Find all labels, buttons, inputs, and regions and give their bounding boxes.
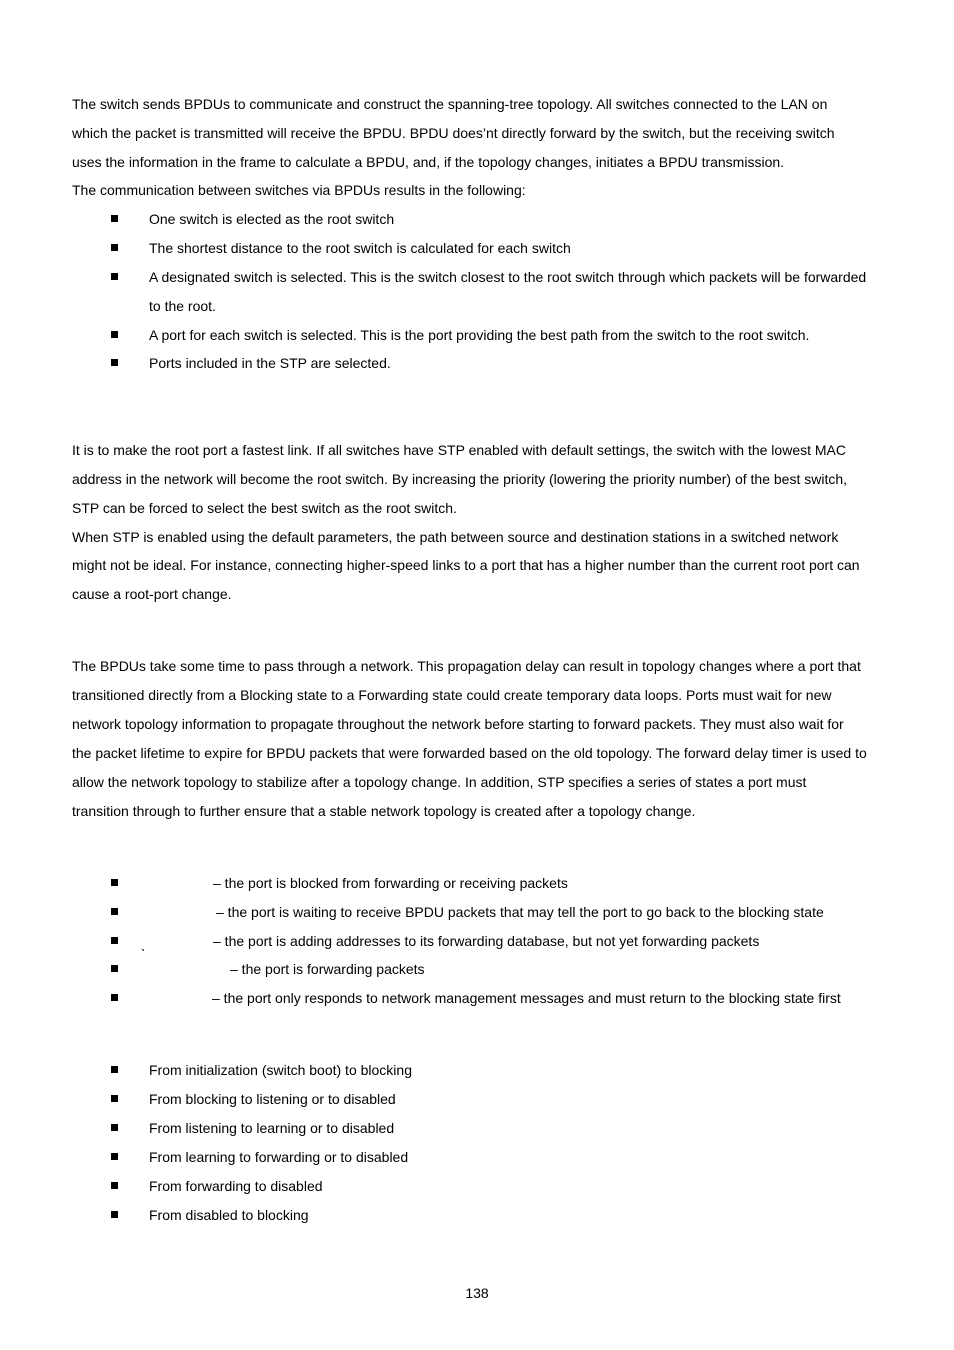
text-line: cause a root-port change.: [72, 586, 232, 602]
square-bullet-icon: [111, 1153, 118, 1160]
text-line: network topology information to propagate throughout the network before starting to forward packets. They must also wait for: [72, 716, 844, 732]
text-line: STP can be forced to select the best switch as the root switch.: [72, 500, 457, 516]
list-item: – the port is adding addresses to its forwarding database, but not yet forwarding packets: [213, 933, 760, 949]
list-item: A port for each switch is selected. This is the port providing the best path from the switch to the root switch.: [149, 327, 810, 343]
square-bullet-icon: [111, 244, 118, 251]
square-bullet-icon: [111, 1095, 118, 1102]
list-item: Ports included in the STP are selected.: [149, 355, 391, 371]
square-bullet-icon: [111, 273, 118, 280]
list-item-continuation: to the root.: [149, 298, 216, 314]
text-line: which the packet is transmitted will receive the BPDU. BPDU does’nt directly forward by the switch, but the receiving switch: [72, 125, 835, 141]
page-number: 138: [465, 1285, 489, 1301]
text-line: uses the information in the frame to calculate a BPDU, and, if the topology changes, initiates a BPDU transmission.: [72, 154, 785, 170]
list-item: From initialization (switch boot) to blocking: [149, 1062, 412, 1078]
list-item: – the port only responds to network management messages and must return to the blocking state first: [212, 990, 841, 1006]
text-line: The switch sends BPDUs to communicate and construct the spanning-tree topology. All switches connected to the LAN on: [72, 96, 828, 112]
square-bullet-icon: [111, 1066, 118, 1073]
square-bullet-icon: [111, 1211, 118, 1218]
text-line: It is to make the root port a fastest link. If all switches have STP enabled with default settings, the switch with the lowest MAC: [72, 442, 846, 458]
square-bullet-icon: [111, 879, 118, 886]
text-line: transition through to further ensure that a stable network topology is created after a topology change.: [72, 803, 696, 819]
list-item: From forwarding to disabled: [149, 1178, 323, 1194]
list-item: From learning to forwarding or to disabled: [149, 1149, 409, 1165]
square-bullet-icon: [111, 965, 118, 972]
list-item: From disabled to blocking: [149, 1207, 309, 1223]
square-bullet-icon: [111, 215, 118, 222]
list-item: From blocking to listening or to disabled: [149, 1091, 396, 1107]
list-item: From listening to learning or to disabled: [149, 1120, 395, 1136]
text-line: allow the network topology to stabilize after a topology change. In addition, STP specifies a series of states a port must: [72, 774, 807, 790]
list-item: – the port is waiting to receive BPDU packets that may tell the port to go back to the blocking state: [216, 904, 824, 920]
square-bullet-icon: [111, 908, 118, 915]
square-bullet-icon: [111, 1124, 118, 1131]
square-bullet-icon: [111, 994, 118, 1001]
text-line: address in the network will become the root switch. By increasing the priority (lowering the priority number) of the best switch,: [72, 471, 848, 487]
text-line: The BPDUs take some time to pass through a network. This propagation delay can result in topology changes where a port that: [72, 658, 861, 674]
square-bullet-icon: [111, 1182, 118, 1189]
square-bullet-icon: [111, 331, 118, 338]
text-line: might not be ideal. For instance, connecting higher-speed links to a port that has a higher number than the current root port can: [72, 557, 860, 573]
stray-mark: ˎ: [141, 935, 146, 951]
list-item: A designated switch is selected. This is the switch closest to the root switch through which packets will be forwarded: [149, 269, 867, 285]
text-line: transitioned directly from a Blocking state to a Forwarding state could create temporary data loops. Ports must wait for new: [72, 687, 832, 703]
list-item: – the port is blocked from forwarding or receiving packets: [213, 875, 568, 891]
list-item: The shortest distance to the root switch is calculated for each switch: [149, 240, 571, 256]
list-item: One switch is elected as the root switch: [149, 211, 395, 227]
square-bullet-icon: [111, 359, 118, 366]
text-line: When STP is enabled using the default parameters, the path between source and destination stations in a switched network: [72, 529, 839, 545]
text-line: the packet lifetime to expire for BPDU packets that were forwarded based on the old topology. The forward delay timer is used to: [72, 745, 867, 761]
text-line: The communication between switches via BPDUs results in the following:: [72, 182, 526, 198]
square-bullet-icon: [111, 937, 118, 944]
list-item: – the port is forwarding packets: [230, 961, 425, 977]
